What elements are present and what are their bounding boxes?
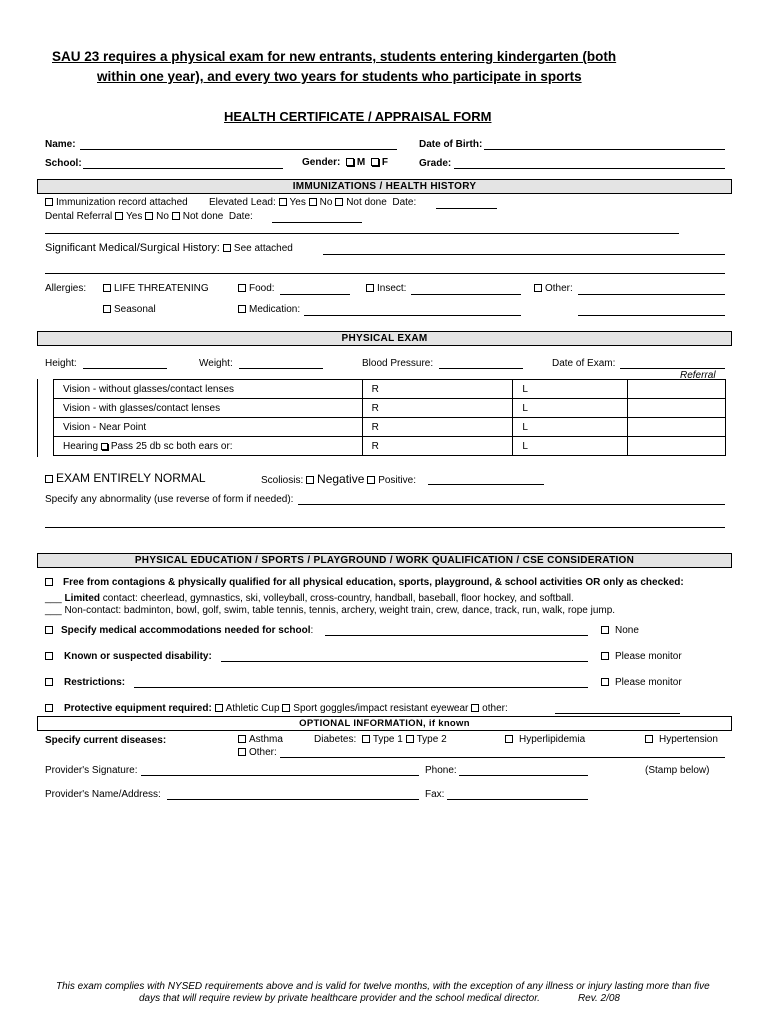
disease-other-checkbox[interactable] [238,748,246,756]
weight-field[interactable] [239,368,323,369]
medical-history-field[interactable] [323,254,725,255]
restrictions-checkbox[interactable] [45,678,53,686]
disability-checkbox[interactable] [45,652,53,660]
other-allergy-field[interactable] [578,294,725,295]
referral-field[interactable] [628,418,726,437]
exam-date-label: Date of Exam: [552,358,616,369]
seasonal-checkbox[interactable] [103,305,111,313]
medical-history-label: Significant Medical/Surgical History: See attached [45,242,293,254]
dob-field[interactable] [484,149,725,150]
immunization-record-row: Immunization record attached [45,197,188,208]
referral-field[interactable] [628,437,726,456]
immunization-notes-line[interactable] [45,233,679,234]
hyperlipidemia-checkbox[interactable] [505,735,513,743]
other-allergy-checkbox[interactable] [534,284,542,292]
disease-other-field[interactable] [280,757,725,758]
protective-equipment-checkbox[interactable] [45,704,53,712]
other-allergy-line-2[interactable] [578,315,725,316]
restrictions-monitor-checkbox[interactable] [601,678,609,686]
provider-signature-label: Provider's Signature: [45,765,138,776]
see-attached-checkbox[interactable] [223,244,231,252]
name-label: Name: [45,139,76,150]
fax-label: Fax: [425,789,445,800]
insect-field[interactable] [411,294,521,295]
exam-date-field[interactable] [620,368,725,369]
disability-row: Known or suspected disability: [45,651,212,662]
right-eye-field[interactable]: R [362,418,513,437]
right-eye-field[interactable]: R [362,380,513,399]
dental-not-done-checkbox[interactable] [172,212,180,220]
diabetes-row: Diabetes: Type 1 Type 2 [314,734,447,745]
height-field[interactable] [83,368,167,369]
left-eye-field[interactable]: L [513,399,628,418]
grade-label: Grade: [419,158,452,169]
life-threatening-checkbox[interactable] [103,284,111,292]
table-row [54,399,726,418]
footer-line-1: This exam complies with NYSED requirements above and is valid for twelve months, with the exception of any illness or injury lasting more than five [56,981,710,992]
hypertension-checkbox[interactable] [645,735,653,743]
immunization-record-checkbox[interactable] [45,198,53,206]
scoliosis-row: Scoliosis: Negative Positive: [261,472,416,486]
other-allergy-option: Other: [534,283,573,294]
name-field[interactable] [80,149,397,150]
free-from-contagions-row: Free from contagions & physically qualified for all physical education, sports, playground, & school activities OR only as checked: [45,577,684,588]
medication-checkbox[interactable] [238,305,246,313]
dental-referral-row: Dental Referral Yes No Not done Date: [45,211,253,222]
left-eye-field[interactable]: L [513,418,628,437]
diabetes-type2-checkbox[interactable] [406,735,414,743]
gender-male-checkbox[interactable] [346,158,354,166]
immunizations-section-header: IMMUNIZATIONS / HEALTH HISTORY [37,179,732,194]
protective-equipment-row: Protective equipment required: Athletic Cup Sport goggles/impact resistant eyewear other: [45,703,508,714]
hypertension-option: Hypertension [645,734,718,745]
stamp-label: (Stamp below) [645,765,710,776]
restrictions-field[interactable] [134,687,588,688]
life-threatening-option: LIFE THREATENING [103,283,209,294]
height-label: Height: [45,358,77,369]
referral-heading: Referral [680,370,716,381]
medical-history-line-2[interactable] [45,273,725,274]
blood-pressure-field[interactable] [439,368,523,369]
vision-row-label: Vision - Near Point [54,418,363,437]
fax-field[interactable] [447,799,588,800]
school-label: School: [45,158,82,169]
provider-name-label: Provider's Name/Address: [45,789,161,800]
vision-table-left-bracket [37,379,53,457]
asthma-checkbox[interactable] [238,735,246,743]
restrictions-row: Restrictions: [45,677,125,688]
phone-field[interactable] [459,775,588,776]
protective-other-field[interactable] [555,713,680,714]
lead-not-done-checkbox[interactable] [335,198,343,206]
free-from-contagions-checkbox[interactable] [45,578,53,586]
hearing-row-label: Hearing Pass 25 db sc both ears or: [54,437,363,456]
exam-normal-option: EXAM ENTIRELY NORMAL [45,471,206,485]
restrictions-monitor-option: Please monitor [601,677,682,688]
scoliosis-positive-checkbox[interactable] [367,476,375,484]
asthma-option: Asthma [238,734,283,745]
allergies-label: Allergies: [45,283,87,294]
referral-field[interactable] [628,399,726,418]
lead-yes-checkbox[interactable] [279,198,287,206]
seasonal-option: Seasonal [103,304,156,315]
food-checkbox[interactable] [238,284,246,292]
accommodations-checkbox[interactable] [45,626,53,634]
provider-name-field[interactable] [167,799,419,800]
scoliosis-negative-checkbox[interactable] [306,476,314,484]
medication-field[interactable] [304,315,521,316]
footer-line-2: days that will require review by private healthcare provider and the school medical director. Rev. 2/08 [139,993,620,1004]
goggles-checkbox[interactable] [282,704,290,712]
accommodations-field[interactable] [325,635,588,636]
header-line-2: within one year), and every two years for students who participate in sports [97,69,582,84]
dob-label: Date of Birth: [419,139,483,150]
non-contact-row: ___ Non-contact: badminton, bowl, golf, swim, table tennis, tennis, archery, weight train, crew, dance, track, run, walk, rope jump. [45,605,616,616]
school-field[interactable] [83,168,283,169]
revision-label: Rev. 2/08 [577,993,620,1004]
table-row [54,437,726,456]
diabetes-type1-checkbox[interactable] [362,735,370,743]
dental-date-field[interactable] [272,222,362,223]
lead-date-field[interactable] [436,208,497,209]
form-title: HEALTH CERTIFICATE / APPRAISAL FORM [224,109,492,124]
vision-row-label: Vision - with glasses/contact lenses [54,399,363,418]
hearing-pass-checkbox[interactable] [101,443,108,450]
vision-hearing-table [53,379,726,456]
disability-monitor-option: Please monitor [601,651,682,662]
none-checkbox[interactable] [601,626,609,634]
left-eye-field[interactable]: L [513,380,628,399]
weight-label: Weight: [199,358,233,369]
disease-other-option: Other: [238,747,277,758]
provider-signature-field[interactable] [141,775,419,776]
right-ear-field[interactable]: R [362,437,513,456]
abnormality-line-2[interactable] [45,527,725,528]
food-field[interactable] [280,294,350,295]
dental-no-checkbox[interactable] [145,212,153,220]
left-ear-field[interactable]: L [513,437,628,456]
referral-field[interactable] [628,380,726,399]
phone-label: Phone: [425,765,457,776]
hyperlipidemia-option: Hyperlipidemia [505,734,585,745]
vision-row-label: Vision - without glasses/contact lenses [54,380,363,399]
elevated-lead-row: Elevated Lead: Yes No Not done Date: [209,197,417,208]
blood-pressure-label: Blood Pressure: [362,358,434,369]
insect-checkbox[interactable] [366,284,374,292]
table-row [54,418,726,437]
dental-yes-checkbox[interactable] [115,212,123,220]
table-row [54,380,726,399]
protective-other-checkbox[interactable] [471,704,479,712]
scoliosis-positive-field[interactable] [428,484,544,485]
accommodations-row: Specify medical accommodations needed for school: [45,625,313,636]
insect-option: Insect: [366,283,406,294]
food-option: Food: [238,283,275,294]
abnormality-label: Specify any abnormality (use reverse of form if needed): [45,494,294,505]
disability-monitor-checkbox[interactable] [601,652,609,660]
none-option: None [601,625,639,636]
header-line-1: SAU 23 requires a physical exam for new entrants, students entering kindergarten (both [52,49,617,64]
lead-no-checkbox[interactable] [309,198,317,206]
current-diseases-label: Specify current diseases: [45,735,167,746]
qualification-section-header: PHYSICAL EDUCATION / SPORTS / PLAYGROUND / WORK QUALIFICATION / CSE CONSIDERATION [37,553,732,568]
grade-field[interactable] [454,168,725,169]
limited-contact-row: ___ Limited contact: cheerlead, gymnastics, ski, volleyball, cross-country, handball, baseball, floor hockey, and softball. [45,593,574,604]
physical-exam-section-header: PHYSICAL EXAM [37,331,732,346]
right-eye-field[interactable]: R [362,399,513,418]
abnormality-field[interactable] [298,504,725,505]
gender-female-checkbox[interactable] [371,158,379,166]
exam-normal-checkbox[interactable] [45,475,53,483]
medication-option: Medication: [238,304,300,315]
optional-info-header: OPTIONAL INFORMATION, if known [37,716,732,731]
gender-label: Gender: M F [302,157,388,168]
disability-field[interactable] [221,661,588,662]
athletic-cup-checkbox[interactable] [215,704,223,712]
